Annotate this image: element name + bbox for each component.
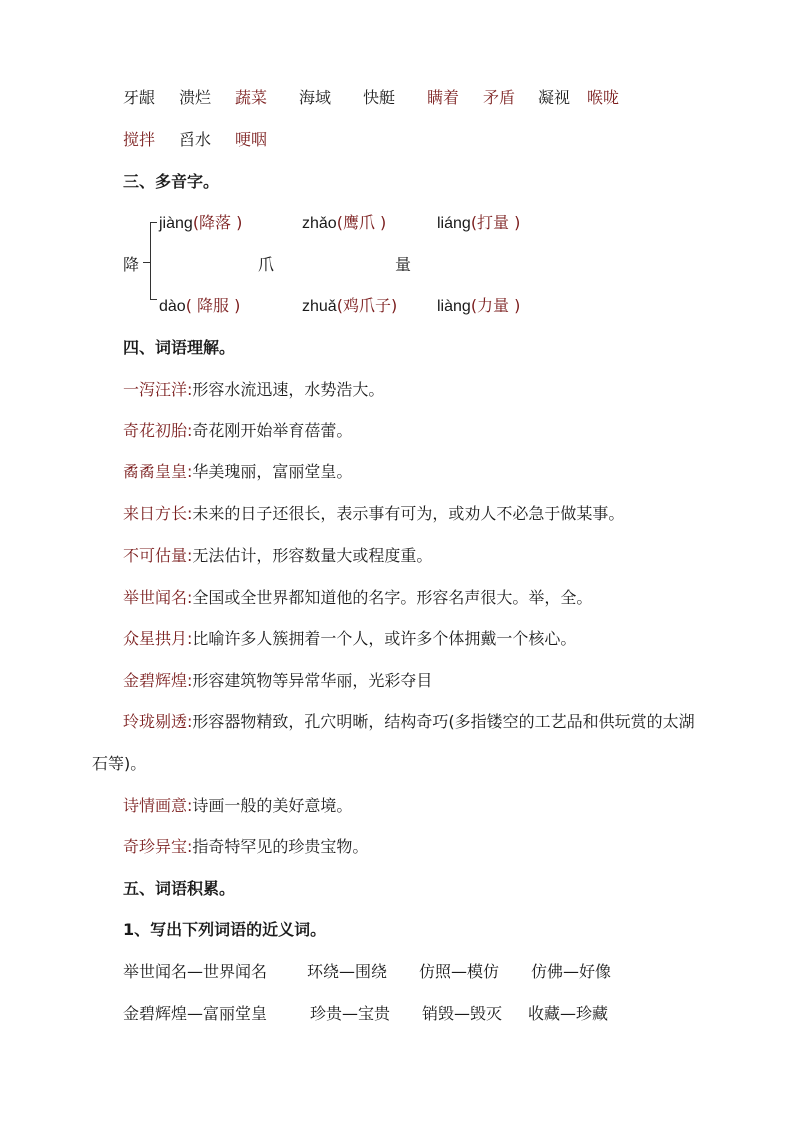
idiom-item (123, 796, 352, 816)
idiom-term: 不可估量: (123, 546, 193, 565)
synonym-pair: 金碧辉煌—富丽堂皇 (123, 1004, 268, 1023)
idiom-term: 诗情画意: (123, 796, 193, 815)
section-title-polyphones: 三、多音字。 (123, 172, 220, 191)
polyphone-word: (打量 ) (470, 213, 521, 232)
brace-icon (150, 222, 157, 300)
idiom-definition: 未来的日子还很长，表示事有可为，或劝人不必急于做某事。 (192, 504, 625, 523)
idiom-definition: 诗画一般的美好意境。 (192, 796, 353, 815)
polyphone-char-liang: 量 (395, 255, 412, 274)
polyphone-word: (力量 ) (470, 296, 521, 315)
polyphone-word: (鸡爪子) (336, 296, 398, 315)
idiom-item (123, 380, 384, 400)
polyphone-zhao-up (302, 213, 386, 234)
polyphone-char-jiang: 降 (123, 255, 140, 274)
idiom-item (123, 671, 432, 691)
idiom-definition-continued: 石等)。 (92, 754, 147, 773)
synonym-pair: 销毁—毁灭 (422, 1004, 503, 1023)
idiom-definition: 奇花刚开始举育蓓蕾。 (192, 421, 353, 440)
pinyin: jiàng (159, 215, 193, 232)
vocab-word: 搅拌 (123, 130, 156, 149)
polyphone-liang-up (437, 213, 520, 234)
vocab-word: 快艇 (363, 88, 396, 107)
idiom-item (123, 712, 695, 732)
idiom-definition: 华美瑰丽，富丽堂皇。 (192, 462, 353, 481)
synonym-pair: 收藏—珍藏 (528, 1004, 609, 1023)
idiom-item (123, 837, 368, 857)
idiom-term: 矞矞皇皇: (123, 462, 193, 481)
idiom-term: 奇珍异宝: (123, 837, 193, 856)
vocab-word: 溃烂 (179, 88, 212, 107)
idiom-item (123, 546, 432, 566)
idiom-item (123, 462, 352, 482)
vocab-word: 海域 (299, 88, 332, 107)
pinyin: liáng (437, 215, 471, 232)
vocab-word: 瞒着 (427, 88, 460, 107)
idiom-term: 一泻汪洋: (123, 380, 193, 399)
polyphone-char-zhao: 爪 (258, 255, 275, 274)
polyphone-jiang-down (159, 296, 240, 317)
synonym-pair: 环绕—围绕 (307, 962, 388, 981)
idiom-definition: 全国或全世界都知道他的名字。形容名声很大。举，全。 (192, 588, 593, 607)
idiom-term: 金碧辉煌: (123, 671, 193, 690)
section-title-accumulation: 五、词语积累。 (123, 879, 236, 898)
idiom-term: 来日方长: (123, 504, 193, 523)
polyphone-liang-down (437, 296, 520, 317)
idiom-term: 众星拱月: (123, 629, 193, 648)
vocab-word: 牙龈 (123, 88, 156, 107)
section-title-idioms: 四、词语理解。 (123, 338, 236, 357)
polyphone-jiang-up (159, 213, 242, 234)
polyphone-word: ( 降服 ) (185, 296, 241, 315)
idiom-definition: 形容建筑物等异常华丽，光彩夺目 (192, 671, 433, 690)
pinyin: liàng (437, 298, 471, 315)
idiom-term: 玲珑剔透: (123, 712, 193, 731)
idiom-item (123, 504, 624, 524)
idiom-definition: 无法估计，形容数量大或程度重。 (192, 546, 433, 565)
polyphone-word: (降落 ) (192, 213, 243, 232)
vocab-word: 喉咙 (587, 88, 620, 107)
idiom-item (123, 421, 352, 441)
idiom-definition: 形容水流迅速，水势浩大。 (192, 380, 385, 399)
synonym-pair: 仿佛—好像 (531, 962, 612, 981)
subsection-title-synonyms: 1、写出下列词语的近义词。 (123, 920, 327, 939)
idiom-definition: 指奇特罕见的珍贵宝物。 (192, 837, 369, 856)
idiom-item (123, 588, 592, 608)
pinyin: dào (159, 298, 186, 315)
idiom-definition: 形容器物精致，孔穴明晰，结构奇巧(多指镂空的工艺品和供玩赏的太湖 (192, 712, 695, 731)
idiom-term: 举世闻名: (123, 588, 193, 607)
vocab-word: 蔬菜 (235, 88, 268, 107)
idiom-definition: 比喻许多人簇拥着一个人，或许多个体拥戴一个核心。 (192, 629, 577, 648)
vocab-word: 矛盾 (483, 88, 516, 107)
vocab-word: 舀水 (179, 130, 212, 149)
polyphone-zhao-down (302, 296, 397, 317)
vocab-word: 哽咽 (235, 130, 268, 149)
vocab-word: 凝视 (538, 88, 571, 107)
idiom-term: 奇花初胎: (123, 421, 193, 440)
synonym-pair: 仿照—模仿 (419, 962, 500, 981)
pinyin: zhǎo (302, 215, 337, 232)
synonym-pair: 举世闻名—世界闻名 (123, 962, 268, 981)
idiom-item (123, 629, 576, 649)
polyphone-word: (鹰爪 ) (336, 213, 387, 232)
synonym-pair: 珍贵—宝贵 (310, 1004, 391, 1023)
brace-tick-icon (143, 262, 151, 263)
pinyin: zhuǎ (302, 298, 337, 315)
